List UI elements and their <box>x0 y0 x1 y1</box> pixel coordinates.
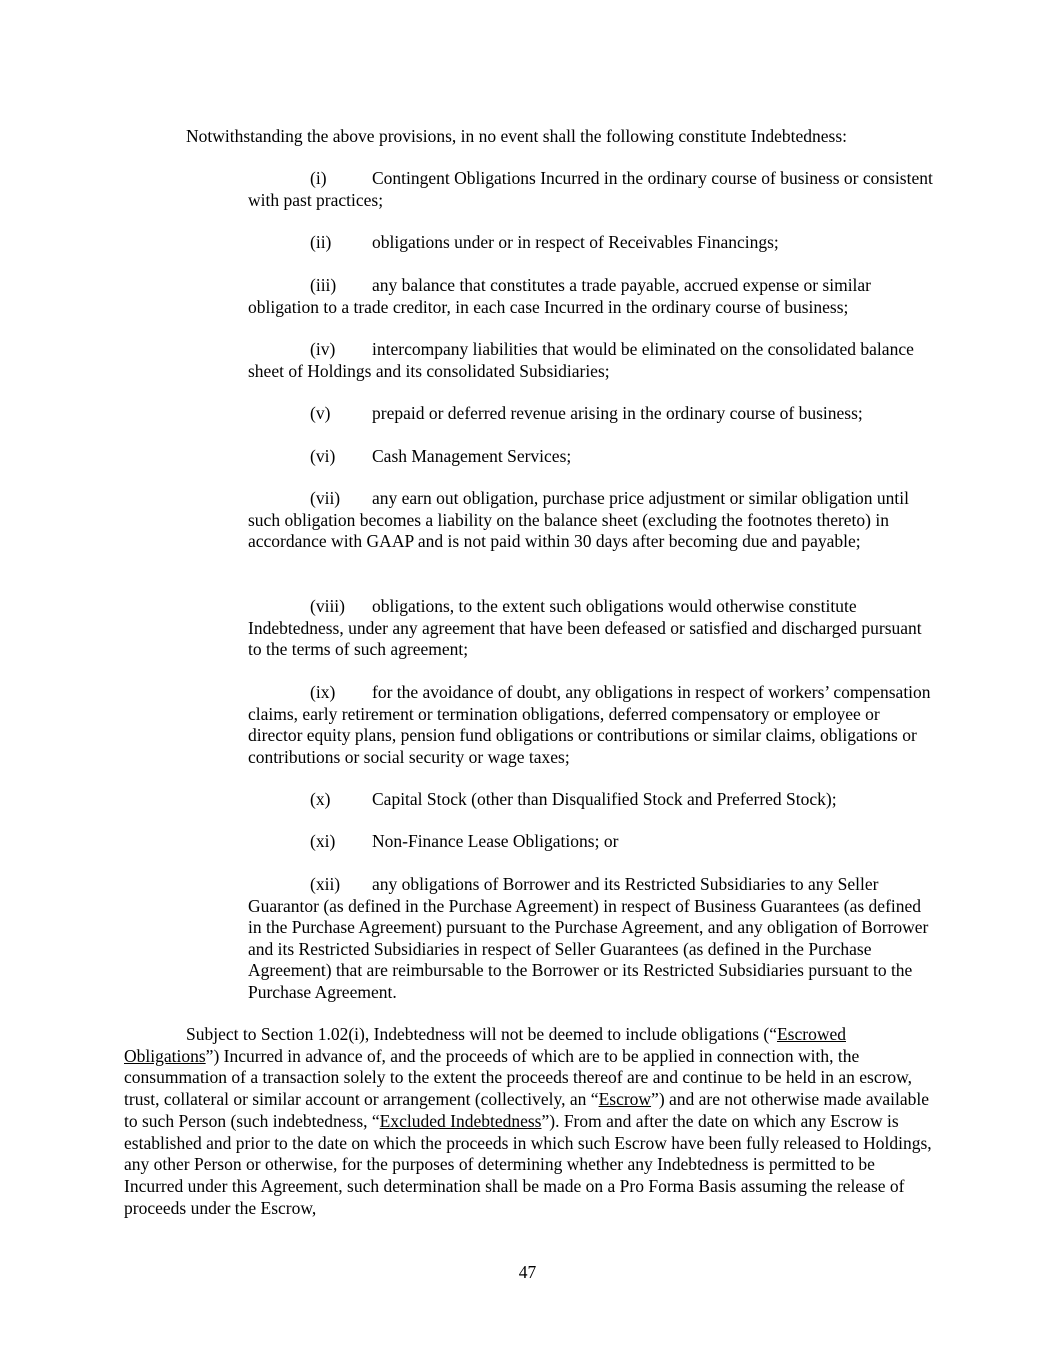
intro-sentence: Notwithstanding the above provisions, in no event shall the following constitute Indebtedness: <box>186 126 848 146</box>
list-item-xii <box>248 874 938 1003</box>
list-item-x <box>248 789 938 811</box>
item-text: for the avoidance of doubt, any obligations in respect of workers’ compensation claims, early retirement or termination obligations, deferred compensatory or employee or director equity plans, pension fund obligations or contributions or similar claims, obligations or contributions or social security or wage taxes; <box>248 682 931 767</box>
item-text: intercompany liabilities that would be eliminated on the consolidated balance sheet of Holdings and its consolidated Subsidiaries; <box>248 339 914 381</box>
item-text: any obligations of Borrower and its Restricted Subsidiaries to any Seller Guarantor (as defined in the Purchase Agreement) in respect of Business Guarantees (as defined in the Purchase Agreement) pursuant to the Purchase Agreement, and any obligation of Borrower and its Restricted Subsidiaries in respect of Seller Guarantees (as defined in the Purchase Agreement) that are reimbursable to the Borrower or its Restricted Subsidiaries pursuant to the Purchase Agreement. <box>248 874 929 1002</box>
item-number: (vi) <box>310 446 336 466</box>
list-item-ix <box>248 682 938 768</box>
item-number: (xi) <box>310 831 336 851</box>
list-item-vi <box>248 446 938 468</box>
item-number: (vii) <box>310 488 341 508</box>
page-number: 47 <box>518 1262 537 1282</box>
defined-term-excluded-indebtedness: Excluded Indebtedness <box>379 1110 542 1131</box>
list-item-viii <box>248 596 938 661</box>
item-text: any earn out obligation, purchase price adjustment or similar obligation until such obligation becomes a liability on the balance sheet (excluding the footnotes thereto) in accordance with GAAP and is not paid within 30 days after becoming due and payable; <box>248 488 910 551</box>
item-number: (v) <box>310 403 331 423</box>
list-item-ii <box>248 232 938 254</box>
item-text: Non-Finance Lease Obligations; or <box>372 831 619 851</box>
item-text: prepaid or deferred revenue arising in the ordinary course of business; <box>372 403 863 423</box>
paragraph-text: ”) and are not otherwise made available to such Person (such indebtedness, “ <box>124 1089 929 1131</box>
item-number: (ii) <box>310 232 332 252</box>
item-number: (i) <box>310 168 327 188</box>
escrow-paragraph <box>124 1024 934 1219</box>
item-number: (x) <box>310 789 331 809</box>
list-item-vii <box>248 488 938 553</box>
item-number: (ix) <box>310 682 336 702</box>
list-item-i <box>248 168 938 211</box>
item-text: Cash Management Services; <box>372 446 572 466</box>
item-number: (viii) <box>310 596 345 616</box>
list-item-iv <box>248 339 938 382</box>
list-item-v <box>248 403 938 425</box>
item-text: any balance that constitutes a trade payable, accrued expense or similar obligation to a trade creditor, in each case Incurred in the ordinary course of business; <box>248 275 872 317</box>
item-number: (iv) <box>310 339 336 359</box>
item-text: obligations under or in respect of Receivables Financings; <box>372 232 779 252</box>
list-item-iii <box>248 275 938 318</box>
item-text: Capital Stock (other than Disqualified Stock and Preferred Stock); <box>372 789 837 809</box>
paragraph-text: ”) Incurred in advance of, and the proceeds of which are to be applied in connection with, the consummation of a transaction solely to the extent the proceeds thereof are and continue to be held in an escrow, trust, collateral or similar account or arrangement (collectively, an “ <box>124 1045 913 1110</box>
item-number: (xii) <box>310 874 341 894</box>
defined-term-escrow: Escrow <box>598 1089 652 1110</box>
paragraph-text: Subject to Section 1.02(i), Indebtedness will not be deemed to include obligations (“ <box>186 1024 777 1044</box>
item-text: Contingent Obligations Incurred in the ordinary course of business or consistent with past practices; <box>248 168 933 210</box>
item-text: obligations, to the extent such obligations would otherwise constitute Indebtedness, under any agreement that have been defeased or satisfied and discharged pursuant to the terms of such agreement; <box>248 596 922 659</box>
list-item-xi <box>248 831 938 853</box>
item-number: (iii) <box>310 275 337 295</box>
paragraph-text: ”). From and after the date on which any Escrow is established and prior to the date on which the proceeds in which such Escrow have been fully released to Holdings, any other Person or otherwise, for the purposes of determining whether any Indebtedness is permitted to be Incurred under this Agreement, such determination shall be made on a Pro Forma Basis assuming the release of proceeds under the Escrow, <box>124 1110 932 1218</box>
defined-term-escrowed-obligations: Escrowed Obligations <box>124 1024 846 1066</box>
